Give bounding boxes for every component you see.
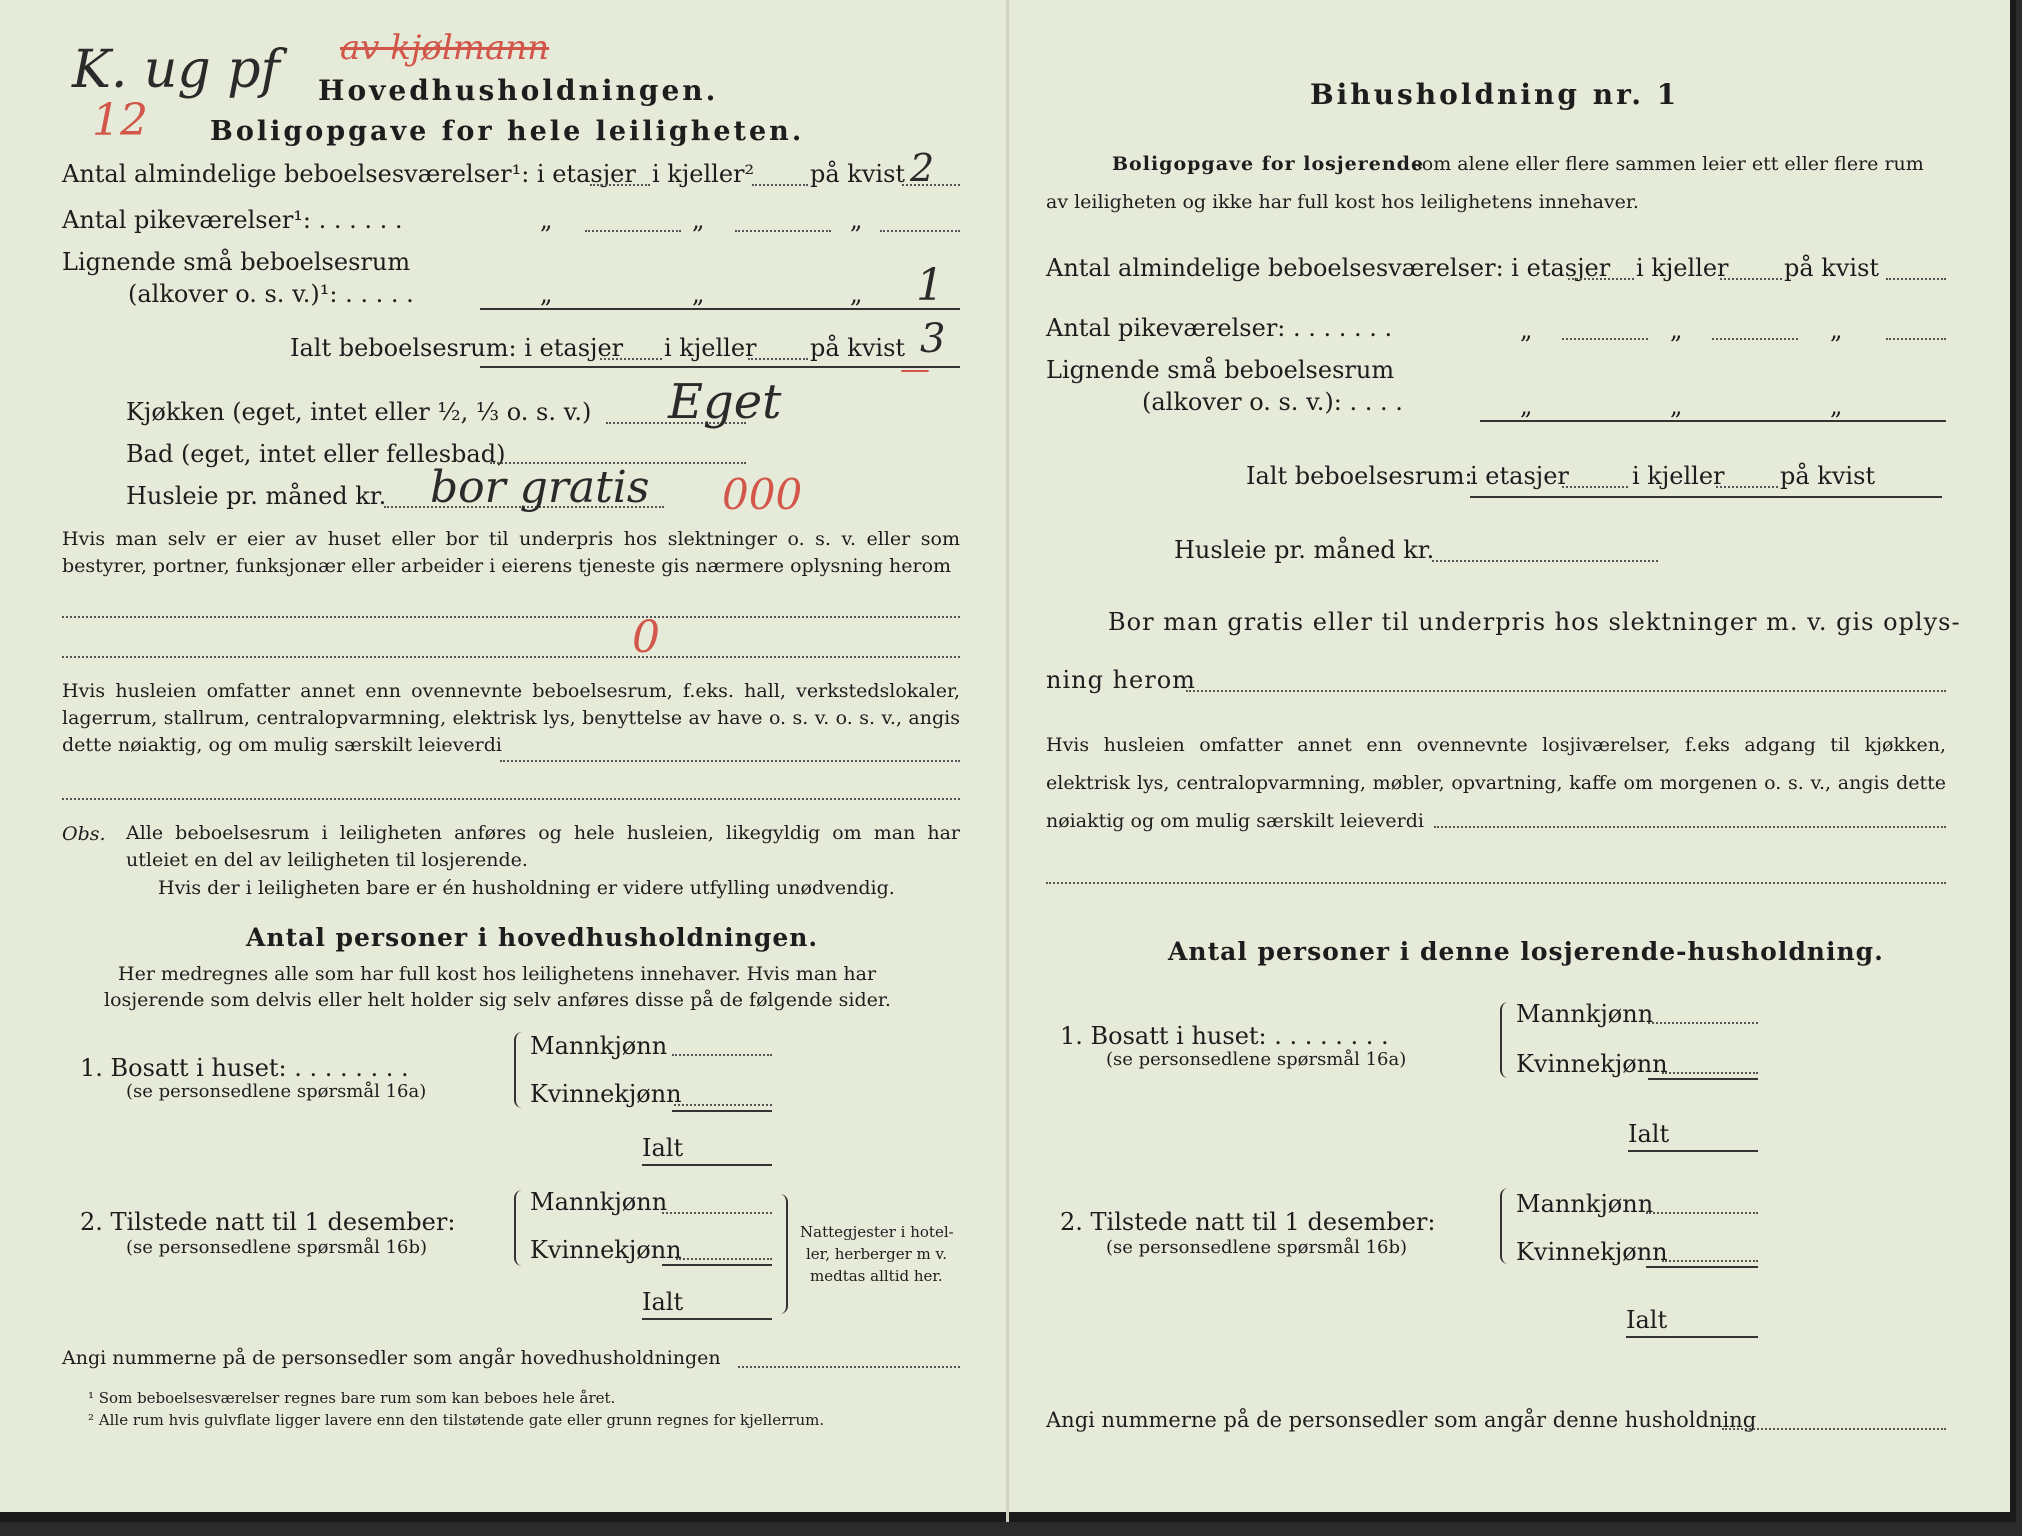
ditto-mark: „ xyxy=(850,280,863,308)
r-kjeller-field[interactable] xyxy=(1720,278,1782,280)
q2-female-label: Kvinnekjønn xyxy=(530,1236,682,1264)
q2-brace xyxy=(514,1190,524,1266)
r-kvist-field[interactable] xyxy=(1886,278,1946,280)
r-kvist-label: på kvist xyxy=(1784,254,1880,282)
kitchen-label: Kjøkken (eget, intet eller ½, ⅓ o. s. v.) xyxy=(126,398,592,426)
rooms-row-label: Antal almindelige beboelsesværelser¹: i etasjer xyxy=(62,160,636,188)
lodgers-intro-bold: Boligopgave for losjerende xyxy=(1112,153,1425,175)
r-relatives-field[interactable] xyxy=(1186,690,1946,692)
kvist-value: 2 xyxy=(910,146,935,190)
total-rooms-label: Ialt beboelsesrum: i etasjer xyxy=(290,334,624,362)
owner-info-field[interactable] xyxy=(62,616,960,618)
footnote-2: ² Alle rum hvis gulvflate ligger lavere enn den tilstøtende gate eller grunn regnes for kjellerrum. xyxy=(88,1411,825,1429)
red-check-mark: — xyxy=(900,352,930,387)
r-relatives-text-1: Bor man gratis eller til underpris hos slektninger m. v. gis oplys- xyxy=(1108,608,1961,636)
kjeller-field[interactable] xyxy=(752,184,808,186)
alcove-label: Lignende små beboelsesrum xyxy=(62,248,411,276)
page-subtitle: Boligopgave for hele leiligheten. xyxy=(210,116,805,147)
ditto-mark: „ xyxy=(540,280,553,308)
r-numbers-label: Angi nummerne på de personsedler som angår denne husholdning xyxy=(1046,1408,1757,1432)
red-zero-mark: 0 xyxy=(632,612,660,663)
q1-label: 1. Bosatt i huset: . . . . . . . . xyxy=(80,1054,409,1082)
q2-male-field[interactable] xyxy=(662,1212,772,1214)
r-maid-kvist-field[interactable] xyxy=(1886,338,1946,340)
r-alcove-sublabel: (alkover o. s. v.): . . . . xyxy=(1142,388,1403,416)
alcove-sublabel: (alkover o. s. v.)¹: . . . . . xyxy=(128,280,414,308)
maid-etasjer-field[interactable] xyxy=(585,230,681,232)
ditto-mark: „ xyxy=(850,206,863,234)
r-q2-total-label: Ialt xyxy=(1626,1306,1668,1334)
r-maid-kjeller-field[interactable] xyxy=(1712,338,1798,340)
q2-male-label: Mannkjønn xyxy=(530,1188,668,1216)
maid-rooms-label: Antal pikeværelser¹: . . . . . . xyxy=(62,206,403,234)
r-q2-sublabel: (se personsedlene spørsmål 16b) xyxy=(1106,1237,1408,1258)
r-total-underline xyxy=(1470,496,1942,498)
q1-sum-line xyxy=(672,1110,772,1112)
total-kjeller-field[interactable] xyxy=(748,358,808,360)
r-q1-sum-line xyxy=(1648,1078,1758,1080)
r-q2-female-label: Kvinnekjønn xyxy=(1516,1238,1668,1266)
q1-sublabel: (se personsedlene spørsmål 16a) xyxy=(126,1081,427,1102)
ditto-mark: „ xyxy=(1830,392,1843,420)
r-rooms-row-label: Antal almindelige beboelsesværelser: i etasjer xyxy=(1046,254,1611,282)
r-q2-brace xyxy=(1500,1188,1510,1264)
total-kvist-label: på kvist xyxy=(810,334,906,362)
ditto-mark: „ xyxy=(1520,392,1533,420)
r-alcove-label: Lignende små beboelsesrum xyxy=(1046,356,1395,384)
total-kjeller-label: i kjeller xyxy=(664,334,757,362)
maid-kjeller-field[interactable] xyxy=(735,230,831,232)
r-q1-female-field[interactable] xyxy=(1662,1072,1758,1074)
r-q2-male-field[interactable] xyxy=(1646,1212,1758,1214)
q1-brace xyxy=(514,1032,524,1108)
r-total-etasjer-label: i etasjer xyxy=(1470,462,1569,490)
night-guests-note-1: Nattegjester i hotel- xyxy=(800,1223,954,1241)
numbers-label: Angi nummerne på de personsedler som angår hovedhusholdningen xyxy=(62,1347,721,1369)
sub-household-title: Bihusholdning nr. 1 xyxy=(1310,78,1680,111)
r-q1-brace xyxy=(1500,1002,1510,1078)
r-total-kvist-label: på kvist xyxy=(1780,462,1876,490)
r-extras-field-2[interactable] xyxy=(1046,882,1946,884)
q1-female-label: Kvinnekjønn xyxy=(530,1080,682,1108)
r-q2-male-label: Mannkjønn xyxy=(1516,1190,1654,1218)
r-alcove-field[interactable] xyxy=(1480,420,1946,422)
etasjer-field[interactable] xyxy=(590,184,650,186)
persons-text-2: losjerende som delvis eller helt holder sig selv anføres disse på de følgende sider. xyxy=(104,989,891,1011)
q2-total-field[interactable] xyxy=(642,1318,772,1320)
r-q1-male-label: Mannkjønn xyxy=(1516,1000,1654,1028)
r-q1-label: 1. Bosatt i huset: . . . . . . . . xyxy=(1060,1022,1389,1050)
q2-sum-line xyxy=(662,1264,772,1266)
extras-instruction: Hvis husleien omfatter annet enn ovennevnte beboelsesrum, f.eks. hall, verkstedslokaler, lagerrum, stallrum, centralopvarmning, elektrisk lys, benyttelse av have o. s. v. o. s. v., angis dette nøiaktig, og om mulig særskilt leieverdi xyxy=(62,680,960,756)
r-q2-total-field[interactable] xyxy=(1626,1336,1758,1338)
r-rent-label: Husleie pr. måned kr. xyxy=(1174,536,1435,564)
r-numbers-field[interactable] xyxy=(1722,1428,1946,1430)
rent-value: bor gratis xyxy=(430,462,650,513)
q1-male-field[interactable] xyxy=(672,1054,772,1056)
r-q1-sublabel: (se personsedlene spørsmål 16a) xyxy=(1106,1049,1407,1070)
r-q1-female-label: Kvinnekjønn xyxy=(1516,1050,1668,1078)
ditto-mark: „ xyxy=(1670,316,1683,344)
total-underline xyxy=(480,366,960,368)
page-fold xyxy=(1006,0,1009,1522)
kvist-label: på kvist xyxy=(810,160,906,188)
total-etasjer-field[interactable] xyxy=(600,358,662,360)
q1-male-label: Mannkjønn xyxy=(530,1032,668,1060)
alcove-value: 1 xyxy=(916,260,944,311)
ditto-mark: „ xyxy=(1830,316,1843,344)
handwritten-code: K. ug pf xyxy=(72,40,280,100)
kjeller-label: i kjeller² xyxy=(652,160,755,188)
r-total-kjeller-field[interactable] xyxy=(1716,486,1778,488)
r-q2-sum-line xyxy=(1646,1266,1758,1268)
r-extras-instruction: Hvis husleien omfatter annet enn ovennevnte losjiværelser, f.eks adgang til kjøkken, elektrisk lys, centralopvarmning, møbler, opvartning, kaffe om morgenen o. s. v., angis dette nøiaktig og om mulig særskilt leieverdi xyxy=(1046,734,1946,832)
maid-kvist-field[interactable] xyxy=(880,230,960,232)
obs-text: Alle beboelsesrum i leiligheten anføres og hele husleien, likegyldig om man har utleiet en del av leiligheten til losjerende. xyxy=(126,822,960,871)
r-persons-title: Antal personer i denne losjerende-husholdning. xyxy=(1168,937,1884,966)
extras-field[interactable] xyxy=(500,760,960,762)
q2-right-brace xyxy=(776,1194,788,1314)
owner-info-field-2[interactable] xyxy=(62,656,960,658)
extras-field-2[interactable] xyxy=(62,798,960,800)
numbers-field[interactable] xyxy=(738,1366,960,1368)
r-maid-etasjer-field[interactable] xyxy=(1562,338,1648,340)
persons-title: Antal personer i hovedhusholdningen. xyxy=(246,923,819,952)
r-total-kjeller-label: i kjeller xyxy=(1632,462,1725,490)
page-title: Hovedhusholdningen. xyxy=(318,74,719,107)
r-relatives-text-2: ning herom xyxy=(1046,666,1196,694)
night-guests-note-2: ler, herberger m v. xyxy=(806,1245,947,1263)
r-kjeller-label: i kjeller xyxy=(1636,254,1729,282)
obs-text-2: Hvis der i leiligheten bare er én husholdning er videre utfylling unødvendig. xyxy=(158,877,895,899)
kitchen-value: Eget xyxy=(668,374,782,430)
q1-total-label: Ialt xyxy=(642,1134,684,1162)
r-total-etasjer-field[interactable] xyxy=(1562,486,1628,488)
ditto-mark: „ xyxy=(540,206,553,234)
rent-label: Husleie pr. måned kr. xyxy=(126,482,387,510)
bath-label: Bad (eget, intet eller fellesbad) xyxy=(126,440,506,468)
alcove-field[interactable] xyxy=(480,308,960,310)
r-q1-total-field[interactable] xyxy=(1628,1150,1758,1152)
r-q2-female-field[interactable] xyxy=(1662,1260,1758,1262)
obs-label: Obs. xyxy=(62,823,106,845)
q2-label: 2. Tilstede natt til 1 desember: xyxy=(80,1208,456,1236)
footnote-1: ¹ Som beboelsesværelser regnes bare rum som kan beboes hele året. xyxy=(88,1389,616,1407)
total-kvist-value: 3 xyxy=(920,316,946,362)
ditto-mark: „ xyxy=(692,206,705,234)
ditto-mark: „ xyxy=(1520,316,1533,344)
r-total-rooms-label: Ialt beboelsesrum: xyxy=(1246,462,1473,490)
q1-female-field[interactable] xyxy=(674,1104,772,1106)
r-q2-label: 2. Tilstede natt til 1 desember: xyxy=(1060,1208,1436,1236)
r-q1-male-field[interactable] xyxy=(1648,1022,1758,1024)
ditto-mark: „ xyxy=(692,280,705,308)
owner-instruction: Hvis man selv er eier av huset eller bor til underpris hos slektninger o. s. v. eller som bestyrer, portner, funksjonær eller arbeider i eierens tjeneste gis nærmere oplysning herom xyxy=(62,528,960,577)
night-guests-note-3: medtas alltid her. xyxy=(810,1267,943,1285)
q1-total-field[interactable] xyxy=(642,1164,772,1166)
q2-sublabel: (se personsedlene spørsmål 16b) xyxy=(126,1237,428,1258)
handwritten-red-number: 12 xyxy=(92,95,148,146)
r-maid-rooms-label: Antal pikeværelser: . . . . . . . xyxy=(1046,314,1393,342)
q2-female-field[interactable] xyxy=(676,1258,772,1260)
lodgers-intro-2: av leiligheten og ikke har full kost hos leilighetens innehaver. xyxy=(1046,191,1639,213)
r-etasjer-field[interactable] xyxy=(1568,278,1634,280)
handwritten-red-struck-text: av kjølmann xyxy=(340,28,550,68)
q2-total-label: Ialt xyxy=(642,1288,684,1316)
ditto-mark: „ xyxy=(1670,392,1683,420)
r-extras-field[interactable] xyxy=(1434,826,1946,828)
r-rent-field[interactable] xyxy=(1432,560,1658,562)
red-rent-mark: 000 xyxy=(722,470,803,519)
persons-text-1: Her medregnes alle som har full kost hos leilighetens innehaver. Hvis man har xyxy=(118,963,877,985)
r-q1-total-label: Ialt xyxy=(1628,1120,1670,1148)
lodgers-intro: som alene eller flere sammen leier ett eller flere rum xyxy=(1412,153,1924,175)
